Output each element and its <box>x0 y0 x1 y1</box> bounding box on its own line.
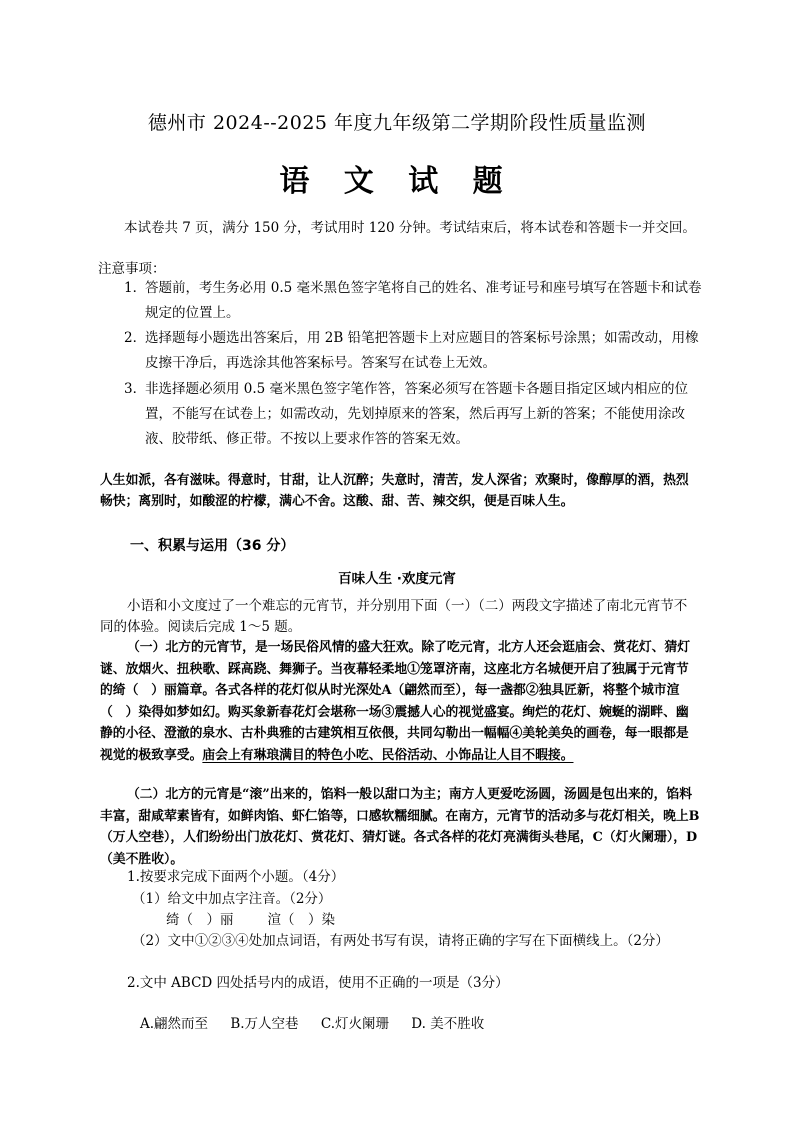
pinyin-item-1: 绮（ ）丽 <box>166 912 234 928</box>
question-1-part-2: （2）文中①②③④处加点词语，有两处书写有误，请将正确的字写在下面横线上。（2分） <box>132 933 669 949</box>
notice-heading: 注意事项： <box>98 261 166 277</box>
exam-title: 语 文 试 题 <box>279 164 515 199</box>
passage-one <box>100 637 700 766</box>
notice-item-1 <box>124 276 704 326</box>
question-2: 2.文中 ABCD 四处括号内的成语，使用不正确的一项是（3分） <box>127 975 509 991</box>
option-a: A.翩然而至 <box>140 1016 209 1032</box>
epigraph: 人生如派，各有滋味。得意时，甘甜，让人沉醉；失意时，清苦，发人深省；欢聚时，像醇厚的酒，热烈畅快；离别时，如酸涩的柠檬，满心不舍。这酸、甜、苦、辣交织，便是百味人生。 <box>100 473 689 509</box>
notice-item-number: 3． <box>124 381 147 397</box>
question-1-part-1-items <box>166 910 756 931</box>
passage-two: （二）北方的元宵是“滚”出来的，馅料一般以甜口为主；南方人更爱吃汤圆，汤圆是包出来的，馅料丰富，甜咸荤素皆有，如鲜肉馅、虾仁馅等，口感软糯细腻。在南方，元宵节的活动多与花灯相关，晚上B（万人空巷），人们纷纷出门放花灯、赏花灯、猜灯谜。各式各样的花灯亮满街头巷尾，C（灯火阑珊），D（美不胜收）。 <box>100 787 700 867</box>
option-d: D. 美不胜收 <box>411 1016 485 1032</box>
question-1: 1.按要求完成下面两个小题。（4分） <box>127 869 345 885</box>
section-subheading: 百味人生 ·欢度元宵 <box>338 571 456 587</box>
notice-item-text: 答题前，考生务必用 0.5 毫米黑色签字笔将自己的姓名、准考证号和座号填写在答题卡和试卷规定的位置上。 <box>145 280 702 321</box>
passage-one-text: （一）北方的元宵节，是一场民俗风情的盛大狂欢。除了吃元宵，北方人还会逛庙会、赏花灯、猜灯谜、放烟火、扭秧歌、踩高跷、舞狮子。当夜幕轻柔地①笼罩济南，这座北方名城便开启了独属于元宵节的绮（ ）丽篇章。各式各样的花灯似从时光深处A（翩然而至），每一盏都②独具匠新，将整个城市渲（ ）染得如梦如幻。购买象新春花灯会堪称一场③震撼人心的视觉盛宴。绚烂的花灯、婉蜒的湖畔、幽静的小径、澄澈的泉水、古朴典雅的古建筑相互依偎，共同勾勒出一幅幅④美轮美奂的画卷，每一眼都是视觉的极致享受。 <box>100 640 691 763</box>
option-b: B.万人空巷 <box>230 1016 299 1032</box>
option-c: C.灯火阑珊 <box>320 1016 389 1032</box>
notice-item-3 <box>124 377 704 452</box>
underlined-sentence: 庙会上有琳琅满目的特色小吃、民俗活动、小饰品让人目不暇接。 <box>202 747 574 763</box>
exam-header-line: 德州市 2024--2025 年度九年级第二学期阶段性质量监测 <box>147 112 647 134</box>
pinyin-item-2: 渲（ ）染 <box>267 912 335 928</box>
section-heading: 一、积累与运用（36 分） <box>130 538 295 554</box>
question-2-options <box>140 1014 730 1035</box>
notice-item-text: 选择题每小题选出答案后，用 2B 铅笔把答题卡上对应题目的答案标号涂黑；如需改动，用橡皮擦干净后，再选涂其他答案标号。答案写在试卷上无效。 <box>145 330 699 371</box>
reading-intro: 小语和小文度过了一个难忘的元宵节，并分别用下面（一）（二）两段文字描述了南北元宵节不同的体验。阅读后完成 1～5 题。 <box>100 598 688 635</box>
notice-item-text: 非选择题必须用 0.5 毫米黑色签字笔作答，答案必须写在答题卡各题目指定区域内相应的位置，不能写在试卷上；如需改动，先划掉原来的答案，然后再写上新的答案；不能使用涂改液、胶带纸、修正带。不按以上要求作答的答案无效。 <box>145 381 689 447</box>
notice-item-number: 1． <box>124 280 147 296</box>
notice-item-2 <box>124 326 704 376</box>
notice-item-number: 2． <box>124 330 147 346</box>
exam-intro: 本试卷共 7 页，满分 150 分，考试用时 120 分钟。考试结束后，将本试卷和答题卡一并交回。 <box>124 220 696 236</box>
question-1-part-1: （1）给文中加点字注音。（2分） <box>132 891 332 907</box>
